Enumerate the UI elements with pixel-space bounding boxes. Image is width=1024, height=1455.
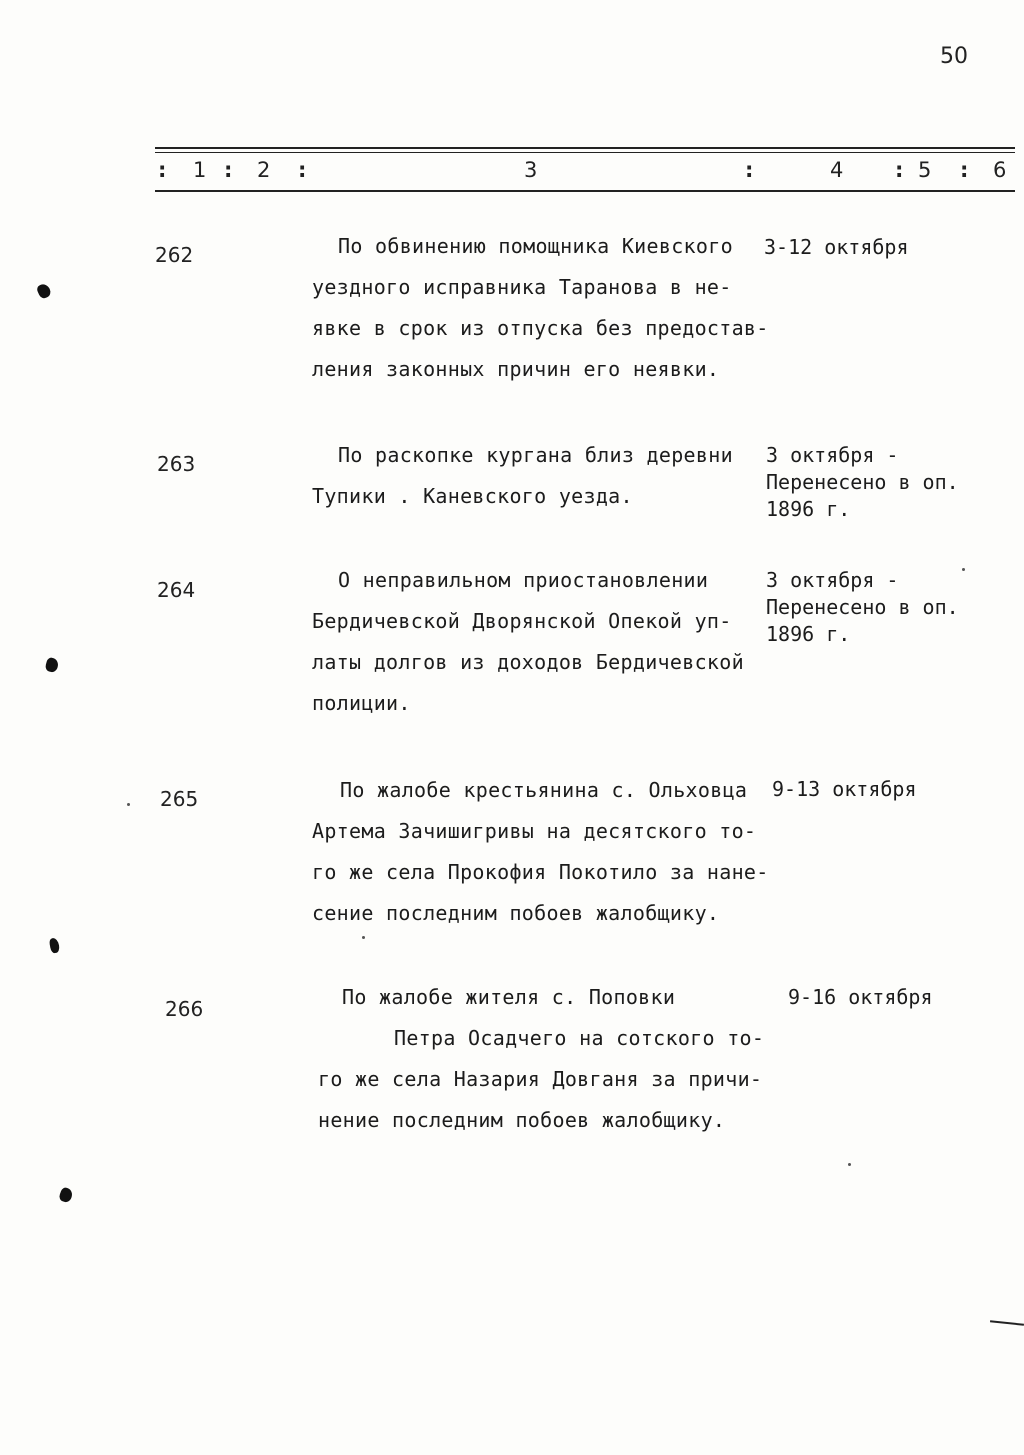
header-separator: : — [745, 158, 754, 182]
table-top-rule-thin — [155, 152, 1015, 153]
description-line: О неправильном приостановлении — [338, 568, 709, 592]
binding-hole-mark — [44, 657, 59, 674]
description-line: го же села Назария Довганя за причи- — [318, 1067, 763, 1091]
entry-description — [312, 435, 772, 517]
entry-description — [312, 560, 772, 724]
scan-speck — [962, 568, 965, 571]
header-col-4: 4 — [830, 158, 844, 182]
entry-number: 265 — [160, 787, 199, 811]
scan-speck — [848, 1163, 851, 1166]
description-line: По обвинению помощника Киевского — [338, 234, 733, 258]
entry-number: 263 — [157, 452, 196, 476]
date-line: Перенесено в оп. — [766, 595, 959, 619]
description-line: сение последним побоев жалобщику. — [312, 901, 720, 925]
table-top-rule — [155, 147, 1015, 149]
header-separator: : — [960, 158, 969, 182]
entry-number: 266 — [165, 997, 204, 1021]
description-line: Тупики . Каневского уезда. — [312, 484, 633, 508]
header-separator: : — [158, 158, 167, 182]
date-line: 3-12 октября — [764, 235, 909, 259]
description-line: явке в срок из отпуска без предостав- — [312, 316, 769, 340]
entry-dates — [772, 776, 917, 803]
header-separator: : — [224, 158, 233, 182]
header-col-5: 5 — [918, 158, 932, 182]
description-line: Петра Осадчего на сотского то- — [394, 1026, 765, 1050]
header-col-3: 3 — [524, 158, 538, 182]
description-line: По раскопке кургана близ деревни — [338, 443, 733, 467]
entry-description — [312, 770, 772, 934]
binding-hole-mark — [58, 1186, 74, 1203]
entry-dates — [764, 234, 909, 261]
description-line: го же села Прокофия Покотило за нане- — [312, 860, 769, 884]
header-col-2: 2 — [257, 158, 271, 182]
entry-description — [318, 977, 778, 1141]
binding-hole-mark — [36, 282, 53, 300]
description-line: Бердичевской Дворянской Опекой уп- — [312, 609, 732, 633]
date-line: 9-16 октября — [788, 985, 933, 1009]
header-col-6: 6 — [993, 158, 1007, 182]
scan-speck — [127, 803, 130, 806]
description-line: латы долгов из доходов Бердичевской — [312, 650, 744, 674]
date-line: 1896 г. — [766, 622, 851, 646]
header-col-1: 1 — [193, 158, 207, 182]
entry-number: 262 — [155, 243, 194, 267]
description-line: По жалобе жителя с. Поповки — [342, 985, 676, 1009]
date-line: 9-13 октября — [772, 777, 917, 801]
scan-speck — [362, 936, 365, 939]
date-line: 1896 г. — [766, 497, 851, 521]
entry-dates — [766, 442, 959, 523]
description-line: Артема Зачишигривы на десятского то- — [312, 819, 757, 843]
header-separator: : — [298, 158, 307, 182]
edge-mark — [990, 1320, 1024, 1326]
header-separator: : — [895, 158, 904, 182]
binding-hole-mark — [49, 937, 60, 953]
description-line: ления законных причин его неявки. — [312, 357, 720, 381]
date-line: 3 октября - — [766, 568, 899, 592]
entry-dates — [766, 567, 959, 648]
entry-number: 264 — [157, 578, 196, 602]
page-number: 50 — [940, 44, 968, 69]
date-line: 3 октября - — [766, 443, 899, 467]
entry-dates — [788, 984, 933, 1011]
description-line: По жалобе крестьянина с. Ольховца — [340, 778, 748, 802]
description-line: полиции. — [312, 691, 411, 715]
date-line: Перенесено в оп. — [766, 470, 959, 494]
description-line: уездного исправника Таранова в не- — [312, 275, 732, 299]
description-line: нение последним побоев жалобщику. — [318, 1108, 726, 1132]
entry-description — [312, 226, 772, 390]
table-header-rule — [155, 190, 1015, 192]
